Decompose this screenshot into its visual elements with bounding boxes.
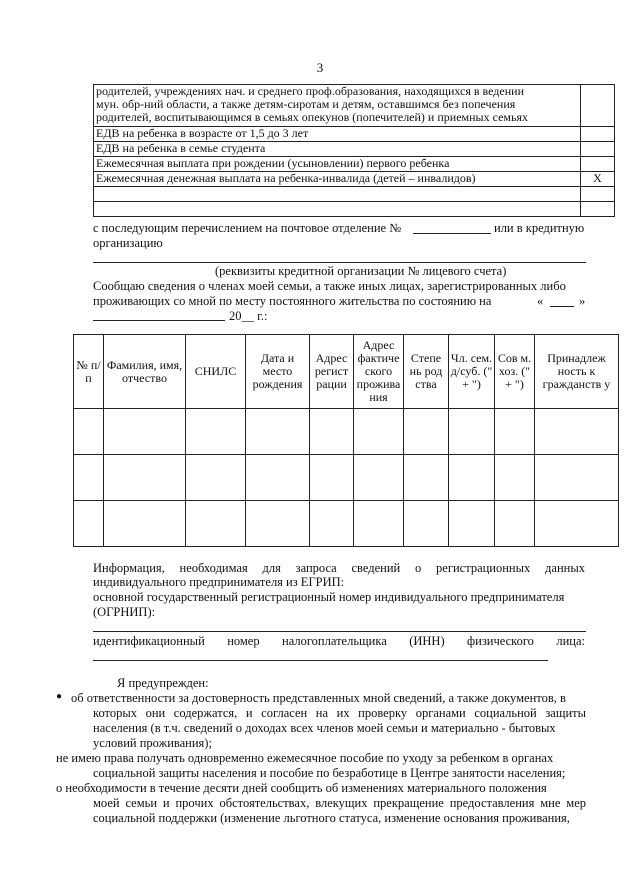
table-cell[interactable] [74,501,104,547]
table-cell[interactable] [404,455,449,501]
date-year-label: 20__ г.: [229,309,268,323]
benefit-cell: Ежемесячная денежная выплата на ребенка-инвалида (детей – инвалидов) [94,172,581,187]
warning-line: о необходимости в течение десяти дней сообщить об изменениях материального положения [56,781,547,795]
page-number: 3 [316,60,324,75]
benefit-mark-cell[interactable] [581,142,615,157]
egrip-line: Информация, необходимая для запроса сведений о регистрационных данных [93,561,585,575]
table-row [94,127,615,142]
table-cell[interactable] [404,501,449,547]
table-cell[interactable] [74,409,104,455]
table-cell[interactable] [246,455,310,501]
table-row [94,85,615,127]
table-row [94,202,615,217]
postal-organization-label: организацию [93,236,163,250]
table-row [94,172,615,187]
benefit-mark-cell[interactable] [581,187,615,202]
postal-line-right: или в кредитную [494,221,585,235]
warning-line: условий проживания); [93,736,212,750]
table-row [74,409,619,455]
table-cell[interactable] [404,409,449,455]
benefit-line: родителей, учреждениях нач. и среднего проф.образования, находящихся в ведении [96,84,524,98]
bank-details-field[interactable] [93,262,586,263]
table-cell[interactable] [535,501,619,547]
date-day-field[interactable] [550,306,574,307]
table-header-row [74,335,619,409]
benefit-mark-cell[interactable]: Х [581,172,615,187]
date-month-field[interactable] [93,320,225,321]
benefit-cell: ЕДВ на ребенка в возрасте от 1,5 до 3 лет [94,127,581,142]
column-header: Принадлеж ность к гражданств у [535,335,619,409]
table-cell[interactable] [186,409,246,455]
family-members-table [73,334,619,547]
post-office-number-field[interactable] [413,233,491,234]
table-cell[interactable] [246,409,310,455]
family-intro-line: проживающих со мной по месту постоянного жительства по состоянию на [93,294,492,308]
table-cell[interactable] [104,409,186,455]
bank-details-caption: (реквизиты кредитной организации № лицевого счета) [215,264,507,278]
table-cell[interactable] [535,455,619,501]
table-row [94,187,615,202]
column-header: Дата и место рождения [246,335,310,409]
warning-line: социальной защиты населения и пособие по безработице в Центре занятости населения; [93,766,566,780]
egrip-line: индивидуального предпринимателя из ЕГРИП: [93,575,345,589]
egrip-line: основной государственный регистрационный номер индивидуального предпринимателя [93,590,565,604]
table-cell[interactable] [449,501,495,547]
benefit-cell [94,202,581,217]
warning-intro: Я предупрежден: [117,676,209,690]
table-cell[interactable] [104,455,186,501]
benefit-line: мун. обр-ний области, а также детям-сиротам и детям, оставшимся без попечения [96,97,516,111]
table-cell[interactable] [74,455,104,501]
benefit-cell [94,85,581,127]
column-header: Адрес фактиче ского прожива ния [354,335,404,409]
table-cell[interactable] [495,455,535,501]
table-cell[interactable] [246,501,310,547]
postal-line-left: с последующим перечислением на почтовое отделение № [93,221,402,235]
table-cell[interactable] [449,409,495,455]
table-cell[interactable] [449,455,495,501]
warning-line: социальной поддержки (изменение льготного статуса, изменение основания проживания, [93,811,570,825]
benefit-cell: Ежемесячная выплата при рождении (усыновлении) первого ребенка [94,157,581,172]
warning-line: населения (в т.ч. сведений о доходах всех членов моей семьи и материально - бытовых [93,721,556,735]
benefit-cell: ЕДВ на ребенка в семье студента [94,142,581,157]
table-row [94,142,615,157]
family-intro-line: Сообщаю сведения о членах моей семьи, а также иных лицах, зарегистрированных либо [93,279,566,293]
benefit-mark-cell[interactable] [581,85,615,127]
ogrnip-field[interactable] [93,631,586,632]
benefit-mark-cell[interactable] [581,127,615,142]
table-cell[interactable] [354,409,404,455]
warning-line: об ответственности за достоверность представленных мной сведений, а также документов, в [71,691,566,705]
table-cell[interactable] [310,455,354,501]
table-row [94,157,615,172]
ogrnip-label: (ОГРНИП): [93,605,156,619]
warning-line: не имею права получать одновременно ежемесячное пособие по уходу за ребенком в органах [56,751,554,765]
table-row [74,501,619,547]
table-cell[interactable] [186,455,246,501]
table-cell[interactable] [186,501,246,547]
table-cell[interactable] [104,501,186,547]
table-cell[interactable] [354,501,404,547]
inn-field[interactable] [93,660,548,661]
column-header: Фамилия, имя, отчество [104,335,186,409]
column-header: № п/п [74,335,104,409]
benefit-cell [94,187,581,202]
table-cell[interactable] [310,409,354,455]
benefits-table [93,84,615,217]
table-cell[interactable] [535,409,619,455]
benefit-mark-cell[interactable] [581,202,615,217]
benefit-mark-cell[interactable] [581,157,615,172]
column-header: Степе нь род ства [404,335,449,409]
bullet-icon: ● [56,691,63,702]
table-row [74,455,619,501]
column-header: Сов м. хоз. (" + ") [495,335,535,409]
column-header: Чл. сем. д/суб. (" + ") [449,335,495,409]
warning-line: моей семьи и прочих обстоятельствах, влекущих прекращение предоставления мне мер [93,796,586,810]
inn-label: идентификационный номер налогоплательщика (ИНН) физического лица: [93,634,585,648]
date-quote-close: » [579,294,586,308]
column-header: СНИЛС [186,335,246,409]
column-header: Адрес регист рации [310,335,354,409]
date-quote-open: « [537,294,544,308]
table-cell[interactable] [310,501,354,547]
warning-line: которых они содержатся, и согласен на их проверку органами социальной защиты [93,706,586,720]
table-cell[interactable] [495,409,535,455]
table-cell[interactable] [354,455,404,501]
table-cell[interactable] [495,501,535,547]
benefit-line: родителей, воспитывающимся в семьях опекунов (попечителей) и приемных семьях [96,110,528,124]
